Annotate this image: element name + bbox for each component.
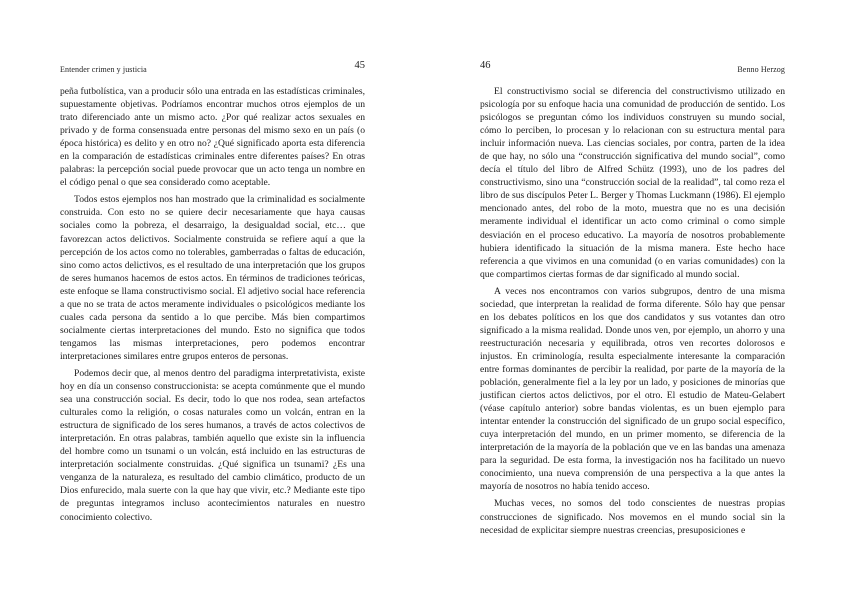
paragraph: Podemos decir que, al menos dentro del paradigma interpretativista, existe hoy en día un consenso construccionista: se acepta comúnmente que el mundo sea una construcción social. Es decir, todo lo que nos rodea, sean artefactos culturales como la religión, o cosas naturales como un volcán, entran en la estructura de significado de los seres humanos, a través de actos colectivos de interpretación. En otras palabras, también aquello que existe sin la influencia del hombre como un tsunami o un volcán, está incluido en las estructuras de interpretación socialmente construidas. ¿Qué significa un tsunami? ¿Es una venganza de la naturaleza, es resultado del cambio climático, producto de un Dios enfurecido, mala suerte con la que hay que vivir, etc.? Mediante este tipo de preguntas integramos incluso acontecimientos naturales en nuestro conocimiento colectivo. <box>60 367 365 523</box>
right-body-text <box>480 85 785 541</box>
right-running-title: Benno Herzog <box>737 65 785 74</box>
paragraph: peña futbolística, van a producir sólo una entrada en las estadísticas criminales, supuestamente objetivas. Podríamos encontrar muchos otros ejemplos de un trato diferenciado ante un mismo acto. ¿Por qué realizar actos sexuales en privado y de forma consensuada entre personas del mismo sexo en un país (o época histórica) es delito y en otro no? ¿Qué significado aporta esta diferencia en la comparación de estadísticas criminales entre diferentes países? En otras palabras: la percepción social puede provocar que un acto tenga un nombre en el código penal o que sea considerado como aceptable. <box>60 86 365 189</box>
right-page-number: 46 <box>480 60 491 71</box>
left-page <box>60 0 365 599</box>
paragraph: Todos estos ejemplos nos han mostrado que la criminalidad es socialmente construida. Con esto no se quiere decir necesariamente que haya causas sociales como la pobreza, el desarraigo, la desigualdad social, etc… que favorezcan actos delictivos. Socialmente construida se refiere aquí a que la percepción de los actos como no tolerables, gamberradas o faltas de educación, sino como actos delictivos, es el resultado de una interpretación que los grupos de seres humanos hacemos de estos actos. En términos de tradiciones teóricas, este enfoque se llama constructivismo social. El adjetivo social hace referencia a que no se trata de actos meramente individuales o psicológicos mediante los cuales cada persona da sentido a lo que percibe. Más bien compartimos socialmente ciertas interpretaciones del mundo. Esto no significa que todos tengamos las mismas interpretaciones, pero podemos encontrar interpretaciones similares entre grupos enteros de personas. <box>60 194 365 362</box>
paragraph: Muchas veces, no somos del todo conscientes de nuestras propias construcciones de significado. Nos movemos en el mundo social sin la necesidad de explicitar siempre nuestras creencias, presuposiciones e <box>480 498 785 536</box>
left-running-title: Entender crimen y justicia <box>60 65 147 74</box>
left-body-text <box>60 85 365 528</box>
right-running-head <box>480 60 785 77</box>
left-running-head <box>60 60 365 77</box>
right-page <box>480 0 785 599</box>
left-page-number: 45 <box>354 60 365 71</box>
paragraph: El constructivismo social se diferencia del constructivismo utilizado en psicología por su enfoque hacia una comunidad de producción de sentido. Los psicólogos se preguntan cómo los individuos construyen su mundo social, cómo lo perciben, lo procesan y lo relacionan con su estructura mental para incluir información nueva. Las ciencias sociales, por contra, parten de la idea de que hay, no sólo una “construcción significativa del mundo social”, como decía el título del libro de Alfred Schütz (1993), uno de los padres del constructivismo, sino una “construcción social de la realidad”, tal como reza el libro de sus discípulos Peter L. Berger y Thomas Luckmann (1986). El ejemplo mencionado antes, del robo de la moto, muestra que no es una decisión meramente individual el identificar un acto como criminal o como simple desviación en el proceso educativo. La mayoría de nosotros probablemente hubiera identificado la situación de la misma manera. Este hecho hace referencia a que vivimos en una comunidad (o en varias comunidades) con la que compartimos ciertas formas de dar significado al mundo social. <box>480 86 785 280</box>
paragraph: A veces nos encontramos con varios subgrupos, dentro de una misma sociedad, que interpretan la realidad de forma diferente. Sólo hay que pensar en los debates políticos en los que dos candidatos y sus votantes dan otro significado a la misma realidad. Donde unos ven, por ejemplo, un ahorro y una reestructuración necesaria y equilibrada, otros ven recortes dolorosos e injustos. En criminología, resulta especialmente interesante la comparación entre formas dominantes de percibir la realidad, por parte de la mayoría de la población, generalmente fiel a la ley por un lado, y posiciones de minorías que justifican ciertos actos delictivos, por el otro. El estudio de Mateu-Gelabert (véase capítulo anterior) sobre bandas violentas, es un buen ejemplo para intentar entender la construcción del significado de un grupo social específico, cuya interpretación del mundo, en un primer momento, se diferencia de la interpretación de la mayoría de la población que ve en las bandas una amenaza para la seguridad. De esta forma, la investigación nos ha facilitado un nuevo conocimiento, una nueva comprensión de una perspectiva a la que antes la mayoría de nosotros no había tenido acceso. <box>480 285 785 493</box>
